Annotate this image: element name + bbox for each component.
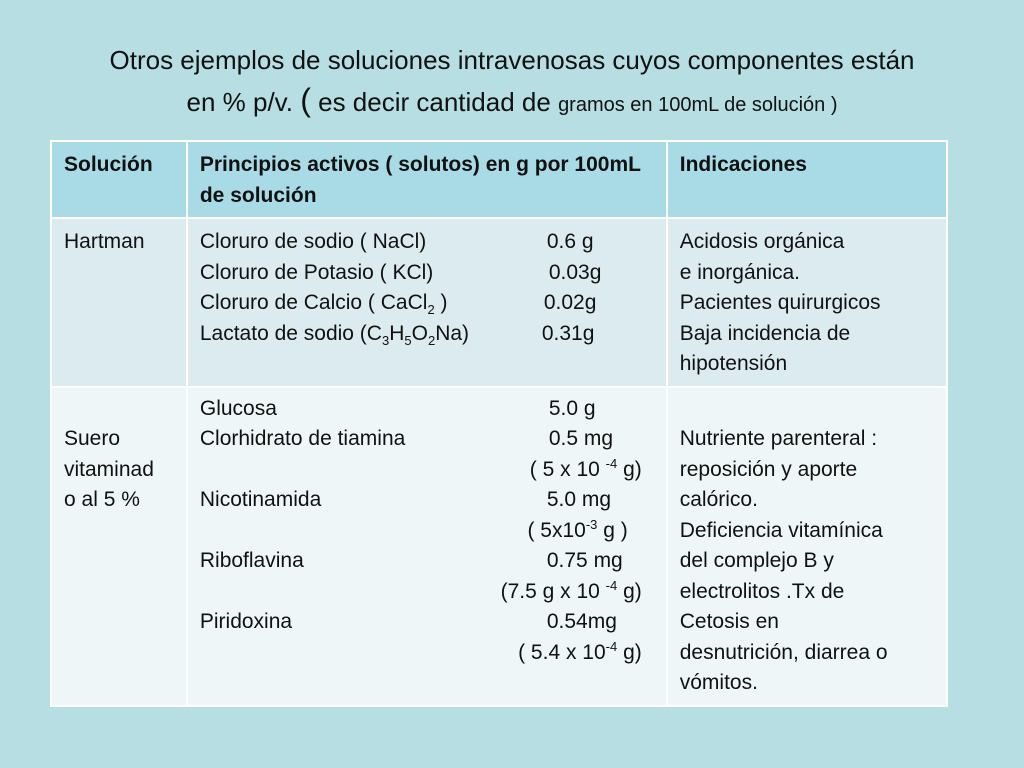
solute-glucosa-amount: 5.0 g bbox=[548, 396, 596, 420]
solute-nacl-amount: 0.6 g bbox=[546, 230, 594, 253]
solute-piridoxina-sci-a: ( 5.4 x 10 bbox=[518, 640, 606, 664]
solute-lactate-sub-2: 5 bbox=[404, 332, 412, 348]
cell-hartman-solutes bbox=[187, 218, 667, 387]
solute-cacl2-prefix: Cloruro de Calcio ( CaCl bbox=[199, 291, 428, 314]
title-line-2-part-a: en % p/v. bbox=[186, 87, 293, 117]
cell-hartman-name: Hartman bbox=[51, 218, 187, 387]
solutions-table bbox=[50, 140, 948, 707]
solute-tiamina-sci-exp: -4 bbox=[605, 455, 618, 471]
solute-nacl bbox=[200, 227, 656, 258]
solute-cacl2-suffix: ) bbox=[434, 291, 448, 314]
solute-nicotinamida-sci-exp: -3 bbox=[585, 516, 598, 532]
table-row-suero bbox=[51, 387, 947, 706]
cell-suero-indications bbox=[667, 387, 947, 706]
slide-title bbox=[40, 40, 984, 125]
table-header-row bbox=[51, 141, 947, 218]
suero-indication-line: Deficiencia vitamínica bbox=[679, 518, 883, 542]
solute-nicotinamida-sci-a: ( 5x10 bbox=[527, 518, 586, 542]
cell-hartman-indications bbox=[667, 218, 947, 387]
cell-suero-solutes bbox=[187, 387, 667, 706]
solute-lactate-amount: 0.31g bbox=[541, 321, 595, 345]
solute-nicotinamida-sci-b: g ) bbox=[597, 518, 628, 542]
solute-nicotinamida-amount: 5.0 mg bbox=[546, 488, 612, 511]
solute-kcl bbox=[200, 258, 656, 289]
solute-riboflavina-name: Riboflavina bbox=[199, 549, 304, 572]
suero-indication-line: vómitos. bbox=[679, 671, 758, 694]
solute-piridoxina-sci-b: g) bbox=[617, 640, 642, 664]
solute-piridoxina-sci-exp: -4 bbox=[605, 638, 618, 654]
solute-nicotinamida-name: Nicotinamida bbox=[199, 488, 322, 511]
title-open-paren: ( bbox=[300, 82, 311, 118]
hartman-indication-line: Pacientes quirurgicos bbox=[679, 291, 881, 314]
solute-piridoxina-amount: 0.54mg bbox=[546, 610, 617, 633]
hartman-indication-line: Baja incidencia de bbox=[679, 321, 851, 345]
solute-tiamina-amount: 0.5 mg bbox=[548, 427, 614, 450]
solute-nicotinamida bbox=[200, 485, 656, 516]
hartman-indication-line: e inorgánica. bbox=[679, 260, 800, 284]
suero-indication-line: Cetosis en bbox=[679, 610, 779, 633]
suero-indication-line: del complejo B y bbox=[679, 549, 834, 572]
solute-lactate-suffix: Na) bbox=[435, 321, 470, 345]
suero-indication-line: Nutriente parenteral : bbox=[679, 427, 878, 450]
suero-name-line: Suero bbox=[64, 427, 121, 450]
spacer bbox=[680, 394, 936, 425]
solute-piridoxina-sci bbox=[200, 638, 656, 669]
title-line-2 bbox=[40, 80, 984, 125]
solute-tiamina-name: Clorhidrato de tiamina bbox=[199, 427, 406, 450]
solute-nicotinamida-sci bbox=[200, 516, 656, 547]
suero-indication-line: desnutrición, diarrea o bbox=[679, 640, 888, 664]
solute-piridoxina-name: Piridoxina bbox=[199, 610, 293, 633]
solute-cacl2-sub: 2 bbox=[427, 302, 435, 318]
hartman-indication-line: Acidosis orgánica bbox=[679, 230, 845, 253]
solute-tiamina-sci-a: ( 5 x 10 bbox=[529, 457, 606, 481]
solute-lactate-sub-1: 3 bbox=[381, 332, 390, 348]
solute-cacl2 bbox=[200, 288, 656, 319]
spacer bbox=[64, 394, 176, 425]
solute-glucosa bbox=[200, 394, 656, 425]
solute-lactate-prefix: Lactato de sodio (C bbox=[199, 321, 382, 345]
suero-indication-line: electrolitos .Tx de bbox=[679, 579, 845, 603]
solute-nacl-name: Cloruro de sodio ( NaCl) bbox=[199, 230, 427, 253]
table-row-hartman bbox=[51, 218, 947, 387]
header-solucion: Solución bbox=[51, 141, 187, 218]
solute-riboflavina-sci-a: (7.5 g x 10 bbox=[500, 579, 606, 603]
solute-lactate-sub-3: 2 bbox=[427, 332, 436, 348]
title-line-2-part-b: es decir cantidad de bbox=[318, 87, 551, 117]
solute-riboflavina bbox=[200, 546, 656, 577]
cell-suero-name bbox=[51, 387, 187, 706]
title-line-2-part-c: gramos en 100mL de solución ) bbox=[558, 94, 838, 116]
solute-riboflavina-amount: 0.75 mg bbox=[546, 549, 623, 572]
solute-piridoxina bbox=[200, 607, 656, 638]
header-principios: Principios activos ( solutos) en g por 100mL de solución bbox=[187, 141, 667, 218]
solute-kcl-amount: 0.03g bbox=[548, 260, 602, 284]
solute-riboflavina-sci bbox=[200, 577, 656, 608]
solute-tiamina-sci bbox=[200, 455, 656, 486]
solute-tiamina bbox=[200, 424, 656, 455]
hartman-indication-line: hipotensión bbox=[679, 352, 788, 375]
solute-cacl2-amount: 0.02g bbox=[543, 291, 597, 314]
suero-indication-line: reposición y aporte bbox=[679, 457, 858, 481]
solute-lactate-o: O bbox=[411, 321, 428, 345]
header-indicaciones: Indicaciones bbox=[667, 141, 947, 218]
solute-riboflavina-sci-b: g) bbox=[617, 579, 642, 603]
solute-kcl-name: Cloruro de Potasio ( KCl) bbox=[199, 260, 434, 284]
solute-riboflavina-sci-exp: -4 bbox=[605, 577, 618, 593]
suero-indication-line: calórico. bbox=[679, 488, 758, 511]
suero-name-line: vitaminad bbox=[64, 457, 154, 481]
solute-tiamina-sci-b: g) bbox=[617, 457, 642, 481]
solute-lactate-h: H bbox=[389, 321, 405, 345]
solute-lactate bbox=[200, 319, 656, 350]
solute-glucosa-name: Glucosa bbox=[199, 396, 277, 420]
suero-name-line: o al 5 % bbox=[64, 488, 140, 511]
title-line-1: Otros ejemplos de soluciones intravenosas cuyos componentes están bbox=[109, 45, 915, 75]
